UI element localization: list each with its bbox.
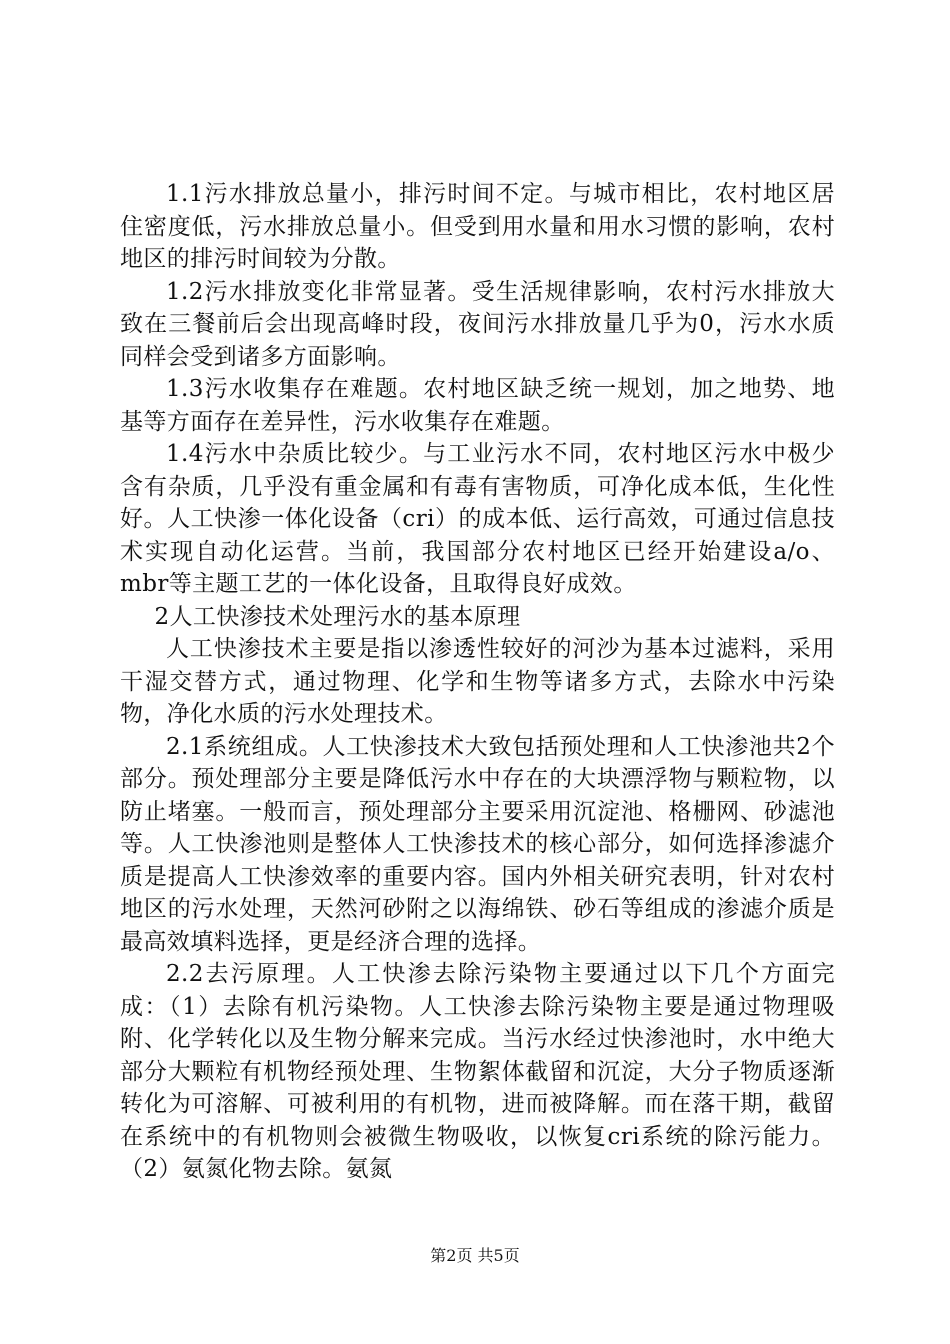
paragraph-1-3: 1.3污水收集存在难题。农村地区缺乏统一规划，加之地势、地基等方面存在差异性，污水收集存在难题。 bbox=[120, 376, 835, 435]
body-text bbox=[120, 178, 835, 1186]
paragraph-1-4: 1.4污水中杂质比较少。与工业污水不同，农村地区污水中极少含有杂质，几乎没有重金属和有毒有害物质，可净化成本低，生化性好。人工快渗一体化设备（cri）的成本低、运行高效，可通过信息技术实现自动化运营。当前，我国部分农村地区已经开始建设a/o、mbr等主题工艺的一体化设备，且取得良好成效。 bbox=[120, 441, 835, 597]
paragraph-2-1: 2.1系统组成。人工快渗技术大致包括预处理和人工快渗池共2个部分。预处理部分主要是降低污水中存在的大块漂浮物与颗粒物，以防止堵塞。一般而言，预处理部分主要采用沉淀池、格栅网、砂滤池等。人工快渗池则是整体人工快渗技术的核心部分，如何选择渗滤介质是提高人工快渗效率的重要内容。国内外相关研究表明，针对农村地区的污水处理，天然河砂附之以海绵铁、砂石等组成的渗滤介质是最高效填料选择，更是经济合理的选择。 bbox=[120, 733, 835, 955]
page-footer: 第2页 共5页 bbox=[430, 1246, 520, 1265]
paragraph-1-1: 1.1污水排放总量小，排污时间不定。与城市相比，农村地区居住密度低，污水排放总量小。但受到用水量和用水习惯的影响，农村地区的排污时间较为分散。 bbox=[120, 181, 835, 272]
paragraph-1-2: 1.2污水排放变化非常显著。受生活规律影响，农村污水排放大致在三餐前后会出现高峰时段，夜间污水排放量几乎为0，污水水质同样会受到诸多方面影响。 bbox=[120, 278, 835, 370]
paragraph-2-2: 2.2去污原理。人工快渗去除污染物主要通过以下几个方面完成：（1）去除有机污染物。人工快渗去除污染物主要是通过物理吸附、化学转化以及生物分解来完成。当污水经过快渗池时，水中绝大部分大颗粒有机物经预处理、生物絮体截留和沉淀，大分子物质逐渐转化为可溶解、可被利用的有机物，进而被降解。而在落干期，截留在系统中的有机物则会被微生物吸收，以恢复cri系统的除污能力。（2）氨氮化物去除。氨氮 bbox=[120, 961, 835, 1182]
paragraph-2-intro: 人工快渗技术主要是指以渗透性较好的河沙为基本过滤料，采用干湿交替方式，通过物理、化学和生物等诸多方式，去除水中污染物，净化水质的污水处理技术。 bbox=[120, 636, 835, 727]
section-heading-2: 2人工快渗技术处理污水的基本原理 bbox=[154, 603, 521, 630]
